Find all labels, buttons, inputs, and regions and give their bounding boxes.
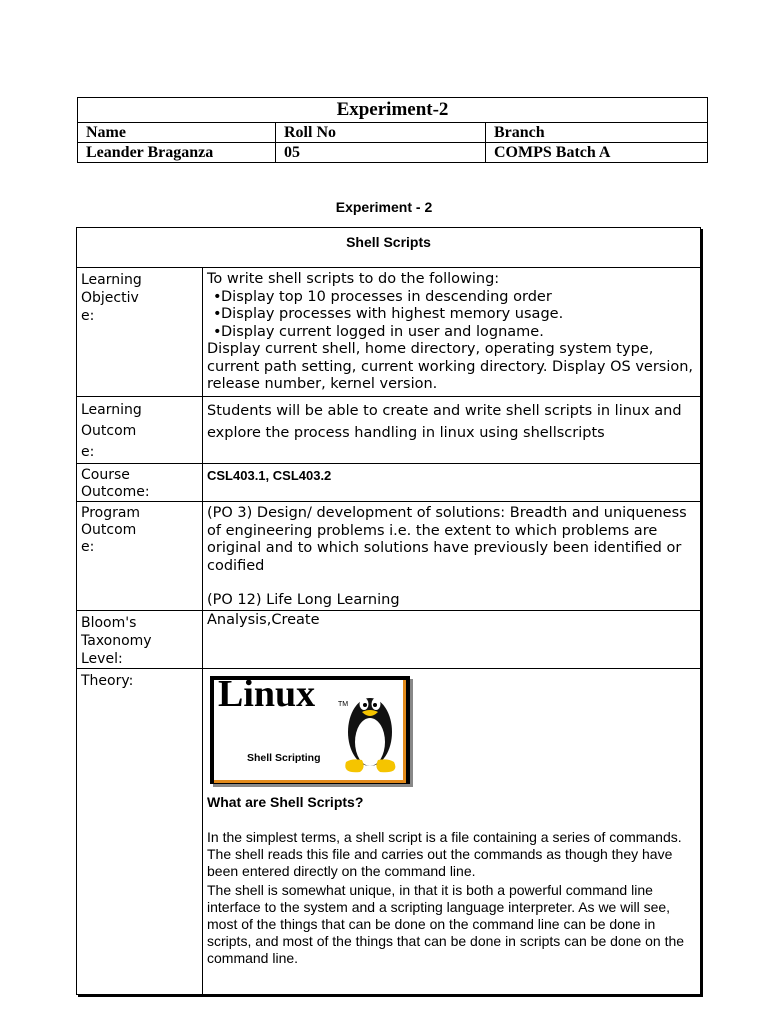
- branch-value: COMPS Batch A: [486, 143, 708, 163]
- theory-paragraph: In the simplest terms, a shell script is a file containing a series of commands. The shell reads this file and carries out the commands as though they have been entered directly on the command line.: [207, 828, 682, 879]
- theory-heading: What are Shell Scripts?: [207, 793, 364, 810]
- outcome-value: [203, 397, 701, 464]
- outcome-label-line: Outcom: [81, 423, 137, 439]
- objective-label-line: Objectiv: [81, 290, 139, 306]
- program-label-line: Program: [81, 505, 141, 521]
- outcome-line: explore the process handling in linux using shellscripts: [207, 425, 605, 441]
- name-column-header: Name: [78, 123, 276, 143]
- objective-label-line: e:: [81, 308, 95, 324]
- list-item: •Display top 10 processes in descending order: [213, 288, 552, 305]
- theory-label: Theory:: [77, 668, 203, 995]
- student-info-table: [77, 97, 708, 163]
- outcome-label-line: Learning: [81, 402, 142, 418]
- tux-penguin-icon: [338, 682, 402, 778]
- program-label-line: Outcom: [81, 522, 137, 538]
- course-outcome-value: [203, 464, 701, 502]
- objective-label-line: Learning: [81, 272, 142, 288]
- program-outcome-label: [77, 502, 203, 611]
- course-label-line: Course: [81, 467, 130, 483]
- course-outcome-label: [77, 464, 203, 502]
- logo-word: Linux: [218, 672, 316, 715]
- objective-value: [203, 268, 701, 397]
- list-item: •Display processes with highest memory usage.: [213, 306, 564, 322]
- theory-paragraph: The shell is somewhat unique, in that it is both a powerful command line interface to the system and a scripting language interpreter. As we will see, most of the things that can be done on the command line can be done in scripts, and most of the things that can be done in scripts can be done on the command line.: [207, 881, 685, 966]
- blooms-label-line: Bloom's: [81, 614, 137, 631]
- course-codes: CSL403.1, CSL403.2: [207, 468, 332, 483]
- objective-bullet-text: Display current logged in user and logname.: [221, 323, 544, 340]
- objective-extra: Display current shell, home directory, operating system type, current path setting, current working directory. Display OS version, release number, kernel version.: [207, 341, 694, 392]
- list-item: •Display current logged in user and logname.: [213, 323, 544, 340]
- objective-intro: To write shell scripts to do the following:: [207, 271, 500, 287]
- logo-trademark: TM: [338, 700, 349, 708]
- roll-column-header: Roll No: [276, 123, 486, 143]
- logo-subtitle: Shell Scripting: [247, 751, 321, 764]
- outcome-line: Students will be able to create and write shell scripts in linux and: [207, 403, 682, 419]
- table-title: Shell Scripts: [77, 228, 701, 268]
- program-outcome-po3: (PO 3) Design/ development of solutions: Breadth and uniqueness of engineering problems i.e. the extent to which problems are original and to which solutions have previously been identified or codified: [207, 505, 687, 574]
- experiment-heading: Experiment - 2: [335, 199, 433, 215]
- theory-content: [203, 668, 701, 995]
- objective-bullet-text: Display top 10 processes in descending order: [221, 288, 552, 305]
- blooms-label-line: Level:: [81, 650, 123, 667]
- student-name: Leander Braganza: [78, 143, 276, 163]
- outcome-label: [77, 397, 203, 464]
- experiment-title: Experiment-2: [78, 98, 708, 123]
- objective-bullet-text: Display processes with highest memory usage.: [221, 306, 564, 322]
- blooms-value: Analysis,Create: [203, 610, 701, 668]
- program-outcome-po12: (PO 12) Life Long Learning: [207, 592, 400, 608]
- blooms-label-line: Taxonomy: [81, 632, 152, 649]
- roll-number: 05: [276, 143, 486, 163]
- program-label-line: e:: [81, 539, 95, 555]
- program-outcome-value: [203, 502, 701, 611]
- objective-label: [77, 268, 203, 397]
- branch-column-header: Branch: [486, 123, 708, 143]
- outcome-label-line: e:: [81, 444, 95, 460]
- linux-shell-scripting-logo: [210, 672, 410, 784]
- experiment-details-table: [76, 227, 701, 995]
- course-label-line: Outcome:: [81, 484, 150, 500]
- blooms-label: [77, 610, 203, 668]
